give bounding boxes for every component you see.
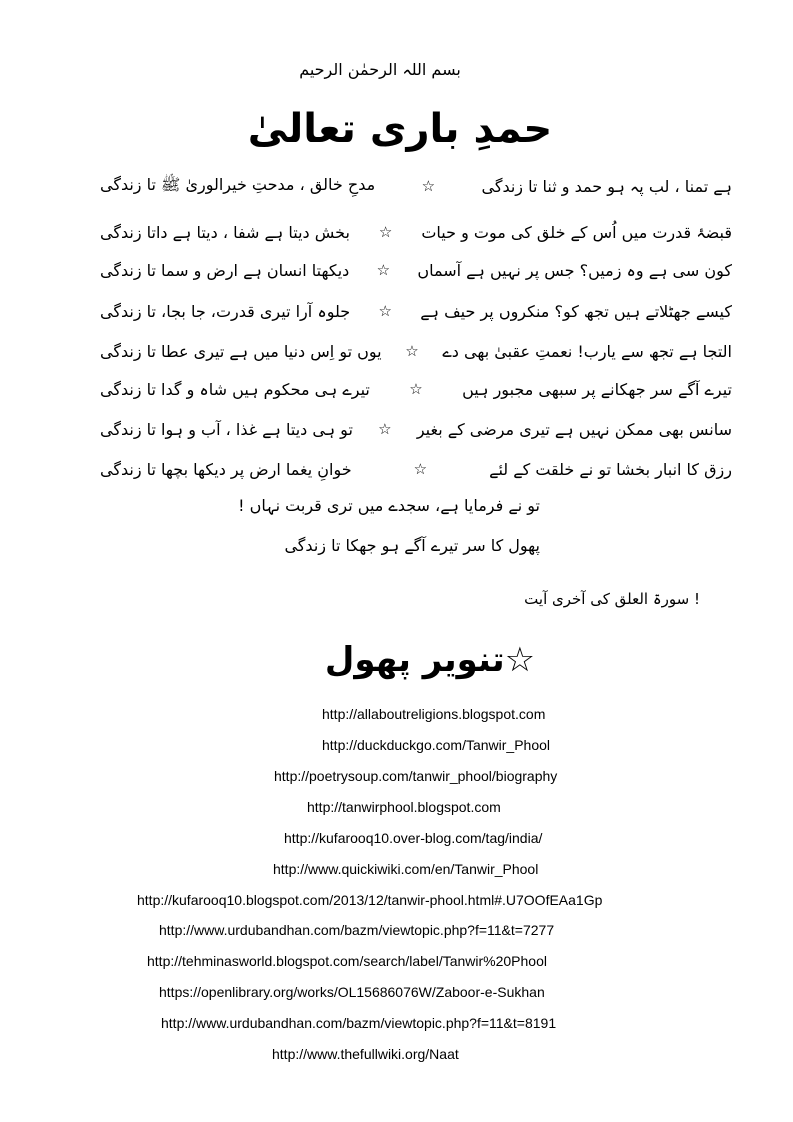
reference-link[interactable]: http://allaboutreligions.blogspot.com [322, 706, 546, 722]
verse-row [100, 172, 732, 200]
footnote: ! سورۃ العلق کی آخری آیت [524, 590, 700, 608]
closing-line: پھول کا سر تیرے آگے ہو جھکا تا زندگی [284, 536, 540, 555]
star-icon: ☆ [378, 302, 392, 320]
poet-signature: ☆تنویر پھول [324, 640, 536, 680]
verse-row [100, 218, 732, 246]
verse-first-hemistich: تیرے آگے سر جھکانے پر سبھی مجبور ہیں [462, 379, 732, 399]
verse-first-hemistich: کون سی ہے وہ زمیں؟ جس پر نہیں ہے آسماں [417, 260, 732, 280]
verse-second-hemistich: یوں تو اِس دنیا میں ہے تیری عطا تا زندگی [100, 341, 382, 361]
verse-row [100, 415, 732, 443]
star-icon: ☆ [409, 380, 423, 398]
verse-row [100, 256, 732, 284]
verse-first-hemistich: قبضۂ قدرت میں اُس کے خلق کی موت و حیات [421, 222, 732, 242]
star-icon: ☆ [378, 223, 393, 241]
reference-link[interactable]: http://duckduckgo.com/Tanwir_Phool [322, 737, 551, 753]
reference-link[interactable]: http://www.urdubandhan.com/bazm/viewtopic.php?f=11&t=7277 [159, 922, 555, 938]
verse-second-hemistich: بخش دیتا ہے شفا ، دیتا ہے داتا زندگی [100, 222, 350, 242]
verse-row [100, 337, 732, 365]
reference-link[interactable]: http://www.quickiwiki.com/en/Tanwir_Phool [273, 861, 539, 877]
verse-row [100, 375, 732, 403]
verse-first-hemistich: سانس بھی ممکن نہیں ہے تیری مرضی کے بغیر [416, 419, 732, 439]
verse-row [100, 455, 732, 483]
verse-row [100, 297, 732, 325]
verse-second-hemistich: مدحِ خالق ، مدحتِ خیرالوریٰ ﷺ تا زندگی [100, 174, 376, 194]
verse-second-hemistich: تیرے ہی محکوم ہیں شاہ و گدا تا زندگی [100, 379, 370, 399]
verse-first-hemistich: رزق کا انبار بخشا تو نے خلقت کے لئے [489, 459, 732, 479]
star-icon: ☆ [376, 261, 391, 279]
verse-second-hemistich: جلوہ آرا تیری قدرت، جا بجا، تا زندگی [100, 301, 351, 321]
reference-link[interactable]: https://openlibrary.org/works/OL15686076W/Zaboor-e-Sukhan [159, 984, 545, 1000]
bismillah-heading: بسم اللہ الرحمٰن الرحیم [299, 60, 461, 79]
reference-link[interactable]: http://kufarooq10.over-blog.com/tag/india/ [284, 830, 543, 846]
verse-first-hemistich: ہے تمنا ، لب پہ ہو حمد و ثنا تا زندگی [481, 176, 732, 196]
reference-link[interactable]: http://tanwirphool.blogspot.com [307, 799, 501, 815]
verse-second-hemistich: خوانِ یغما ارض پر دیکھا بچھا تا زندگی [100, 459, 352, 479]
reference-link[interactable]: http://tehminasworld.blogspot.com/search/label/Tanwir%20Phool [147, 953, 547, 969]
verse-second-hemistich: تو ہی دیتا ہے غذا ، آب و ہوا تا زندگی [100, 419, 353, 439]
closing-line: تو نے فرمایا ہے، سجدے میں تری قربت نہاں ! [238, 496, 540, 515]
star-icon: ☆ [413, 460, 428, 478]
reference-link[interactable]: http://www.urdubandhan.com/bazm/viewtopic.php?f=11&t=8191 [161, 1015, 557, 1031]
star-icon: ☆ [405, 342, 419, 360]
verse-second-hemistich: دیکھتا انسان ہے ارض و سما تا زندگی [100, 260, 350, 280]
reference-link[interactable]: http://poetrysoup.com/tanwir_phool/biography [274, 768, 558, 784]
star-icon: ☆ [378, 420, 392, 438]
star-icon: ☆ [421, 177, 436, 195]
poem-title: حمدِ باری تعالیٰ [247, 106, 553, 152]
verse-first-hemistich: التجا ہے تجھ سے یارب! نعمتِ عقبیٰ بھی دے [442, 341, 732, 361]
verse-first-hemistich: کیسے جھٹلاتے ہیں تجھ کو؟ منکروں پر حیف ہے [420, 301, 732, 321]
reference-link[interactable]: http://kufarooq10.blogspot.com/2013/12/tanwir-phool.html#.U7OOfEAa1Gp [137, 892, 603, 908]
reference-link[interactable]: http://www.thefullwiki.org/Naat [272, 1046, 459, 1062]
